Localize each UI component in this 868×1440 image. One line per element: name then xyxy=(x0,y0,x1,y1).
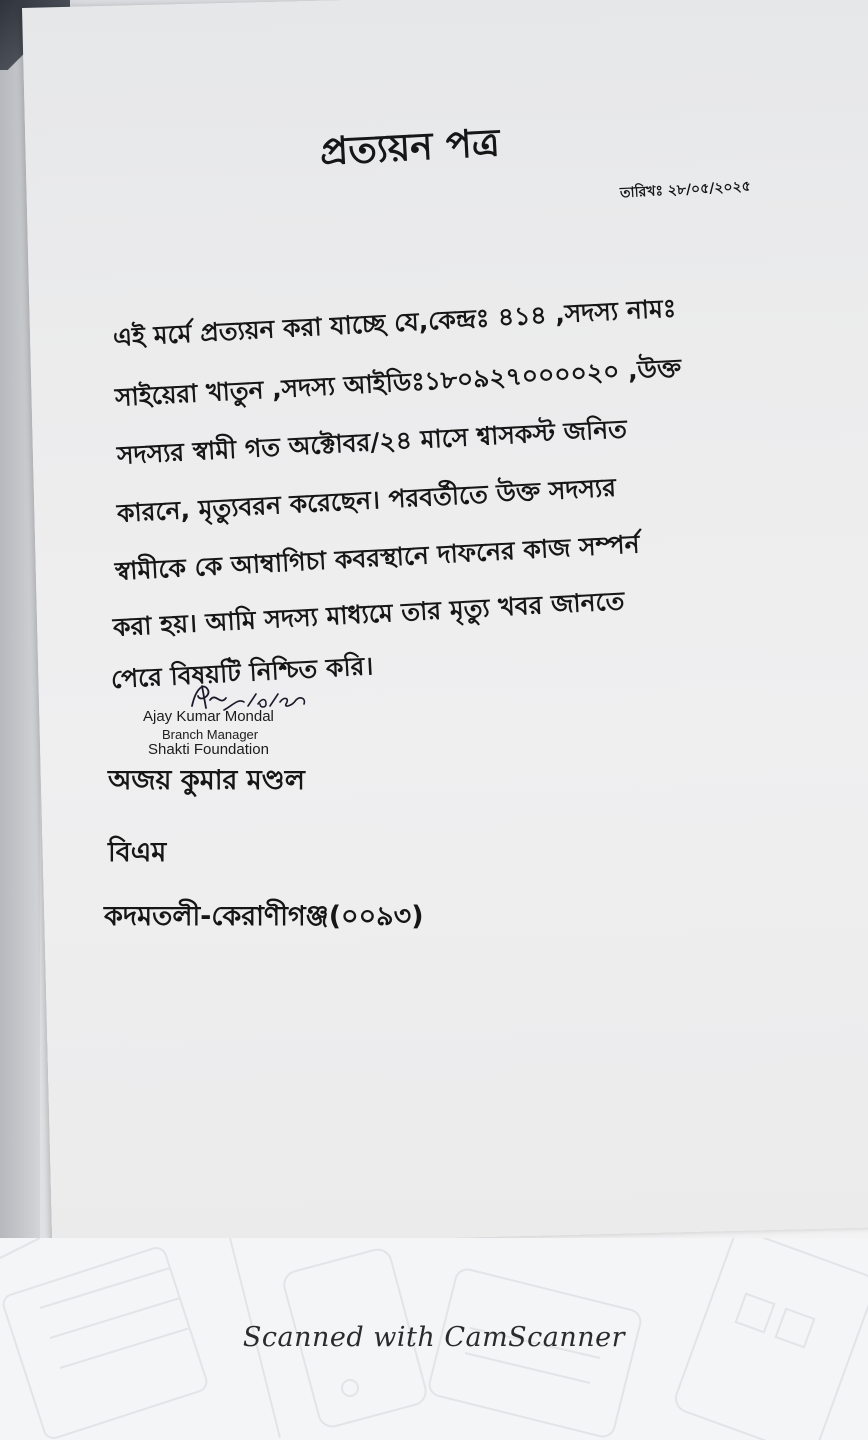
signatory-branch: কদমতলী-কেরাণীগঞ্জ(০০৯৩) xyxy=(104,901,424,932)
signatory-name: অজয় কুমার মণ্ডল xyxy=(108,765,305,796)
document-date: তারিখঃ ২৮/০৫/২০২৫ xyxy=(619,178,752,202)
body-line: এই মর্মে প্রত্যয়ন করা যাচ্ছে যে,কেন্দ্রঃ ৪১৪ ,সদস্য নামঃ xyxy=(112,293,677,352)
stamp-organization: Shakti Foundation xyxy=(148,741,269,758)
stamp-name: Ajay Kumar Mondal xyxy=(143,708,274,725)
document-title: প্রত্যয়ন পত্র xyxy=(318,120,501,174)
body-line: কারনে, মৃত্যুবরন করেছেন। পরবর্তীতে উক্ত সদস্যর xyxy=(116,472,617,528)
body-line: সাইয়েরা খাতুন ,সদস্য আইডিঃ১৮০৯২৭০০০০২০ ,উক্ত xyxy=(114,353,682,412)
body-line: স্বামীকে কে আম্বাগিচা কবরস্থানে দাফনের কাজ সম্পর্ন xyxy=(114,529,641,586)
camscanner-watermark: Scanned with CamScanner xyxy=(242,1322,626,1353)
signatory-title: বিএম xyxy=(108,837,167,868)
body-line: সদস্যর স্বামী গত অক্টোবর/২৪ মাসে শ্বাসকস্ট জনিত xyxy=(116,414,628,470)
body-line: পেরে বিষয়টি নিশ্চিত করি। xyxy=(110,651,374,694)
body-line: করা হয়। আমি সদস্য মাধ্যমে তার মৃত্যু খবর জানতে xyxy=(112,586,626,642)
stamp-role: Branch Manager xyxy=(162,727,259,742)
